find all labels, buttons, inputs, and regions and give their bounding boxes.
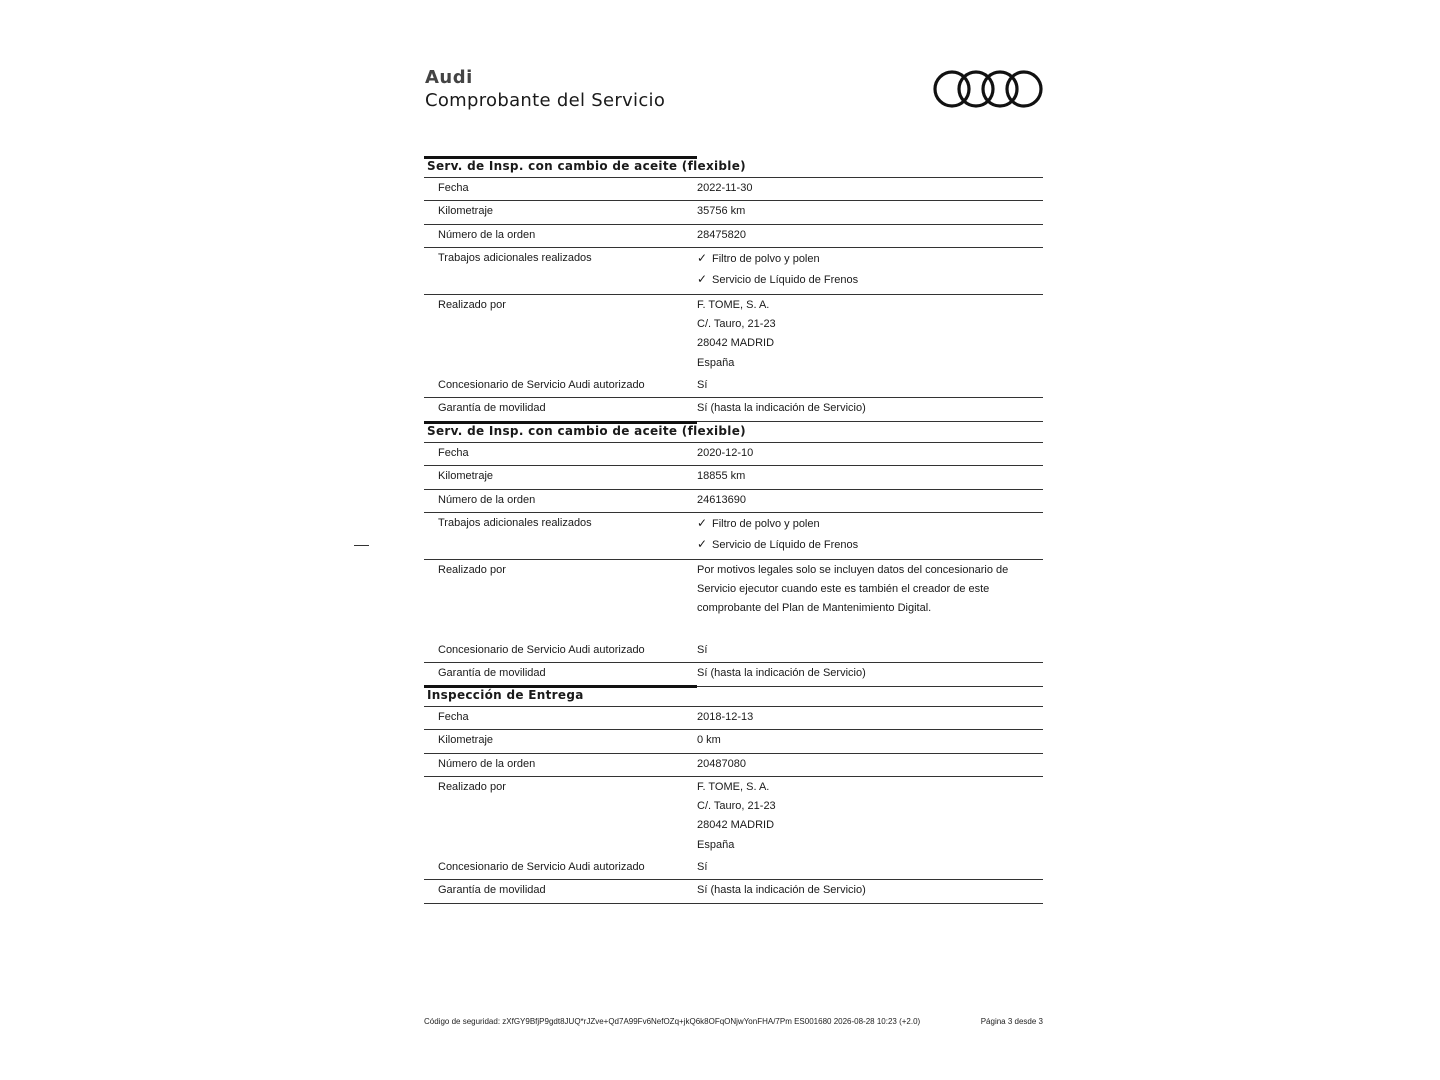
row-realizado	[424, 295, 1043, 375]
document-header	[425, 66, 665, 112]
section-header	[424, 685, 1043, 707]
value-kilometraje: 35756 km	[697, 205, 746, 218]
row-concesionario	[424, 375, 1043, 398]
label-realizado: Realizado por	[438, 563, 506, 576]
label-realizado: Realizado por	[438, 780, 506, 793]
section-header	[424, 421, 1043, 443]
label-garantia: Garantía de movilidad	[438, 667, 546, 680]
label-fecha: Fecha	[438, 182, 469, 194]
row-realizado	[424, 560, 1043, 640]
list-item: ✓ Servicio de Líquido de Frenos	[697, 272, 859, 287]
row-orden	[424, 754, 1043, 777]
value-concesionario: Sí	[697, 379, 708, 392]
row-kilometraje	[424, 201, 1043, 224]
label-garantia: Garantía de movilidad	[438, 402, 546, 415]
section-title: Serv. de Insp. con cambio de aceite (flexible)	[427, 159, 746, 173]
row-garantia	[424, 398, 1043, 421]
address-line: España	[697, 838, 735, 851]
label-kilometraje: Kilometraje	[438, 734, 494, 747]
value-kilometraje: 0 km	[697, 734, 721, 747]
value-garantia: Sí (hasta la indicación de Servicio)	[697, 402, 866, 415]
checkmark-icon: ✓	[697, 250, 708, 265]
value-orden: 28475820	[697, 228, 746, 241]
row-orden	[424, 490, 1043, 513]
label-trabajos: Trabajos adicionales realizados	[438, 251, 592, 264]
checkmark-icon: ✓	[697, 515, 708, 530]
label-orden: Número de la orden	[438, 493, 536, 506]
section-title: Serv. de Insp. con cambio de aceite (flexible)	[427, 424, 746, 438]
value-kilometraje: 18855 km	[697, 470, 746, 483]
row-kilometraje	[424, 466, 1043, 489]
row-fecha	[424, 443, 1043, 466]
address-line: C/. Tauro, 21-23	[697, 800, 776, 813]
label-orden: Número de la orden	[438, 228, 536, 241]
legal-note-line: comprobante del Plan de Mantenimiento Digital.	[697, 602, 932, 615]
label-trabajos: Trabajos adicionales realizados	[438, 516, 592, 529]
label-concesionario: Concesionario de Servicio Audi autorizado	[438, 861, 645, 874]
row-garantia	[424, 880, 1043, 903]
blank-line	[697, 621, 1043, 640]
legal-note-line: Por motivos legales solo se incluyen datos del concesionario de	[697, 563, 1009, 576]
service-section-1	[424, 156, 1043, 422]
row-realizado	[424, 777, 1043, 857]
address-line: C/. Tauro, 21-23	[697, 318, 776, 331]
label-concesionario: Concesionario de Servicio Audi autorizado	[438, 644, 645, 657]
value-garantia: Sí (hasta la indicación de Servicio)	[697, 884, 866, 897]
security-code: Código de seguridad: zXfGY9BfjP9gdt8JUQ*rJZve+Qd7A99Fv6NefOZq+jkQ6k8OFqONjwYonFHA/7Pm ES001680 2026-08-28 10:23 (+2.0)	[424, 1017, 921, 1026]
value-orden: 20487080	[697, 757, 746, 770]
label-concesionario: Concesionario de Servicio Audi autorizado	[438, 379, 645, 392]
brand-name: Audi	[425, 67, 473, 88]
service-section-2	[424, 421, 1043, 687]
address-line: 28042 MADRID	[697, 819, 775, 832]
label-fecha: Fecha	[438, 447, 469, 459]
label-realizado: Realizado por	[438, 298, 506, 311]
row-garantia	[424, 663, 1043, 686]
document-title: Comprobante del Servicio	[425, 90, 666, 111]
address-line: España	[697, 356, 735, 369]
row-kilometraje	[424, 730, 1043, 753]
page-number: Página 3 desde 3	[980, 1017, 1043, 1026]
label-fecha: Fecha	[438, 711, 469, 723]
row-concesionario	[424, 640, 1043, 663]
list-item: ✓ Filtro de polvo y polen	[697, 515, 820, 530]
audi-rings-logo	[932, 68, 1044, 110]
value-garantia: Sí (hasta la indicación de Servicio)	[697, 667, 866, 680]
checkmark-icon: ✓	[697, 537, 708, 552]
address-line: F. TOME, S. A.	[697, 298, 770, 311]
row-fecha	[424, 178, 1043, 201]
label-kilometraje: Kilometraje	[438, 205, 494, 218]
section-title: Inspección de Entrega	[427, 688, 584, 702]
address-line: F. TOME, S. A.	[697, 780, 770, 793]
row-trabajos	[424, 513, 1043, 560]
value-fecha: 2022-11-30	[697, 182, 753, 194]
service-section-3	[424, 685, 1043, 904]
value-fecha: 2018-12-13	[697, 711, 754, 723]
label-garantia: Garantía de movilidad	[438, 884, 546, 897]
document-footer	[424, 1017, 1043, 1026]
row-trabajos	[424, 248, 1043, 295]
list-item: ✓ Filtro de polvo y polen	[697, 250, 820, 265]
address-line: 28042 MADRID	[697, 337, 775, 350]
list-item: ✓ Servicio de Líquido de Frenos	[697, 537, 859, 552]
label-orden: Número de la orden	[438, 757, 536, 770]
margin-mark	[354, 545, 369, 546]
row-orden	[424, 225, 1043, 248]
value-concesionario: Sí	[697, 861, 708, 874]
section-header	[424, 156, 1043, 178]
value-concesionario: Sí	[697, 644, 708, 657]
row-concesionario	[424, 857, 1043, 880]
legal-note-line: Servicio ejecutor cuando este es también el creador de este	[697, 583, 990, 596]
value-orden: 24613690	[697, 493, 746, 506]
label-kilometraje: Kilometraje	[438, 470, 494, 483]
checkmark-icon: ✓	[697, 272, 708, 287]
value-fecha: 2020-12-10	[697, 447, 754, 459]
row-fecha	[424, 707, 1043, 730]
